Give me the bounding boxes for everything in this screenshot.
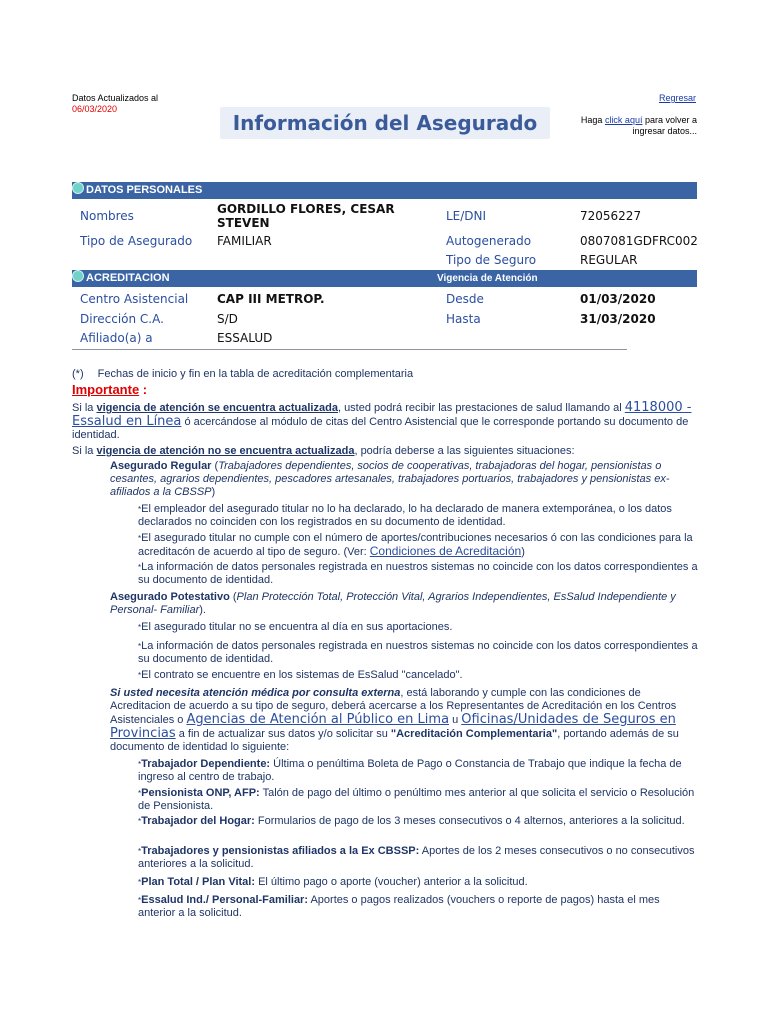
- paragraph-3: [72, 687, 698, 754]
- asterisk-mark: (*): [72, 368, 84, 380]
- fechas-text: Fechas de inicio y fin en la tabla de acreditación complementaria: [97, 368, 414, 380]
- p3-text-b: , está laborando y cumple con las condiciones de Acreditacion de acuerdo a su tipo de seguro, deberá acercarse a los Representantes de Acreditación en los Centros Asistenciales o: [110, 687, 677, 726]
- bullet-mark: *: [138, 534, 142, 543]
- regular-item-1: [72, 503, 698, 529]
- paragraph-2: [72, 445, 698, 458]
- requirement-3: [72, 815, 698, 828]
- acreditacion-section-title: ACREDITACION: [86, 272, 170, 284]
- requirement-text: El último pago o aporte (voucher) anterior a la solicitud.: [255, 876, 528, 888]
- bullet-mark: *: [138, 671, 142, 680]
- autogenerado-label: Autogenerado: [446, 234, 532, 248]
- direccion-label: Dirección C.A.: [80, 312, 164, 326]
- potestativo-title: Asegurado Potestativo: [110, 591, 230, 603]
- regular-item-text: El empleador del asegurado titular no lo ha declarado, lo ha declarado de manera extemporánea, o los datos declarados no coinciden con los registrados en su documento de identidad.: [138, 503, 672, 528]
- regular-item-2: [72, 532, 698, 559]
- afiliado-label: Afiliado(a) a: [80, 331, 153, 345]
- requirement-6: [72, 894, 698, 920]
- bullet-mark: *: [138, 896, 142, 905]
- personal-section-header: [72, 182, 697, 199]
- updated-info: [72, 93, 158, 115]
- bullet-mark: *: [138, 505, 142, 514]
- updated-date: 06/03/2020: [72, 104, 118, 114]
- potestativo-desc: Plan Protección Total, Protección Vital, Agrarios Independientes, EsSalud Independiente y Personal- Familiar: [110, 591, 676, 616]
- reenter-prefix: Haga: [580, 115, 605, 125]
- condiciones-acreditacion-link[interactable]: Condiciones de Acreditación: [369, 544, 522, 558]
- reenter-suffix: para volver a ingresar datos...: [632, 115, 697, 136]
- essalud-en-linea-link[interactable]: 4118000 - Essalud en Línea: [72, 400, 692, 429]
- updated-label: Datos Actualizados al: [72, 93, 159, 103]
- back-link[interactable]: Regresar: [658, 93, 696, 103]
- p1-text-c: , usted podrá recibir las prestaciones de salud llamando al: [337, 402, 625, 414]
- p1-text-b: vigencia de atención se encuentra actualizada: [96, 402, 338, 414]
- requirement-title: Essalud Ind./ Personal-Familiar:: [141, 894, 309, 906]
- oficinas-provincias-link[interactable]: Oficinas/Unidades de Seguros en Provincias: [110, 712, 676, 741]
- p2-text-c: , podría deberse a las siguientes situaciones:: [354, 445, 575, 457]
- paragraph-1: [72, 401, 698, 442]
- bullet-mark: *: [138, 789, 142, 798]
- hasta-value: 31/03/2020: [580, 312, 656, 326]
- regular-item-text: El asegurado titular no cumple con el número de aportes/contribuciones necesarios ó con las condiciones para la acreditacón de acuerdo al tipo de seguro.: [138, 532, 693, 558]
- vigencia-title: Vigencia de Atención: [437, 273, 538, 284]
- reenter-link[interactable]: click aquí: [604, 115, 643, 125]
- tipo-asegurado-value: FAMILIAR: [217, 234, 272, 248]
- p3-text-e: , portando además de su documento de identidad lo siguiente:: [110, 728, 679, 753]
- section-bullet-icon: [72, 270, 84, 282]
- potestativo-block: Asegurado Potestativo (Plan Protección Total, Protección Vital, Agrarios Independientes, EsSalud Independiente y Personal- Familiar).: [110, 591, 676, 616]
- regular-block: Asegurado Regular (Trabajadores dependientes, socios de cooperativas, trabajadoras del hogar, pensionistas o cesantes, agrarios dependientes, pescadores artesanales, trabajadores portuarios, trabajadores y pensionistas ex-afiliados a la CBSSP): [110, 460, 670, 498]
- requirement-1: [72, 758, 698, 784]
- tipo-seguro-value: REGULAR: [580, 253, 638, 267]
- requirement-text: Talón de pago del último o penúltimo mes anterior al que solicita el servicio o Resolución de Pensionista.: [138, 787, 695, 812]
- bullet-mark: *: [138, 623, 142, 632]
- bullet-mark: *: [138, 817, 142, 826]
- requirement-title: Trabajadores y pensionistas afiliados a la Ex CBSSP:: [141, 845, 420, 857]
- requirement-title: Trabajador del Hogar:: [141, 815, 255, 827]
- bullet-mark: *: [138, 847, 142, 856]
- dni-value: 72056227: [580, 209, 642, 223]
- requirement-title: Trabajador Dependiente:: [141, 758, 271, 770]
- hasta-label: Hasta: [446, 312, 481, 326]
- nombres-label: Nombres: [80, 209, 134, 223]
- centro-label: Centro Asistencial: [80, 292, 189, 306]
- p1-text-a: Si la: [72, 402, 97, 414]
- bullet-mark: *: [138, 878, 142, 887]
- nombres-value: GORDILLO FLORES, CESAR STEVEN: [217, 202, 395, 230]
- p3-text-a: Si usted necesita atención médica por consulta externa: [110, 687, 401, 699]
- potestativo-item-text: El contrato se encuentre en los sistemas de EsSalud "cancelado".: [141, 669, 463, 681]
- importante-colon: :: [139, 382, 148, 397]
- bullet-mark: *: [138, 642, 142, 651]
- potestativo-item-2: [72, 640, 698, 666]
- desde-value: 01/03/2020: [580, 292, 656, 306]
- requirement-text: Aportes de los 2 meses consecutivos o no consecutivos anteriores a la solicitud.: [138, 845, 695, 870]
- bullet-mark: *: [138, 563, 142, 572]
- fechas-note: [72, 368, 698, 381]
- personal-section-title: DATOS PERSONALES: [86, 184, 203, 196]
- p1-text-d: ó acercándose al módulo de citas del Centro Asistencial que le corresponde portando su documento de identidad.: [72, 416, 689, 441]
- potestativo-item-text: El asegurado titular no se encuentra al día en sus aportaciones.: [141, 621, 453, 633]
- tipo-seguro-label: Tipo de Seguro: [446, 253, 537, 267]
- desde-label: Desde: [446, 292, 484, 306]
- potestativo-item-3: [72, 669, 698, 682]
- requirement-title: Plan Total / Plan Vital:: [141, 876, 256, 888]
- p2-text-a: Si la: [72, 445, 97, 457]
- requirement-text: Aportes o pagos realizados (vouchers o reporte de pagos) hasta el mes anterior a la solicitud.: [138, 894, 660, 919]
- regular-item-text: La información de datos personales registrada en nuestros sistemas no coincide con los datos correspondientes a su documento de identidad.: [138, 561, 698, 586]
- centro-value: CAP III METROP.: [217, 292, 325, 306]
- acreditacion-section-header: [72, 270, 697, 287]
- reenter-note: [560, 115, 697, 137]
- p3-text-d: "Acreditación Complementaria": [390, 728, 558, 740]
- ver-suffix: ): [521, 546, 525, 558]
- potestativo-item-text: La información de datos personales registrada en nuestros sistemas no coincide con los datos correspondientes a su documento de identidad.: [138, 640, 698, 665]
- page-title: Información del Asegurado: [220, 107, 550, 139]
- importante-label: Importante: [72, 382, 140, 397]
- regular-desc: Trabajadores dependientes, socios de cooperativas, trabajadoras del hogar, pensionistas o cesantes, agrarios dependientes, pescadores artesanales, trabajadores portuarios, trabajadores y pensionistas ex-afiliados a la CBSSP: [110, 460, 670, 498]
- ver-prefix: (Ver:: [340, 546, 370, 558]
- section-divider: [72, 349, 627, 350]
- requirement-4: [72, 845, 698, 871]
- autogenerado-value: 0807081GDFRC002: [580, 234, 698, 248]
- afiliado-value: ESSALUD: [217, 331, 273, 345]
- potestativo-item-1: [72, 621, 698, 634]
- agencias-lima-link[interactable]: Agencias de Atención al Público en Lima: [186, 712, 450, 727]
- requirement-5: [72, 876, 698, 889]
- direccion-value: S/D: [217, 312, 238, 326]
- p3-text-c: a fin de actualizar sus datos y/o solicitar su: [175, 728, 391, 740]
- p2-text-b: vigencia de atención no se encuentra actualizada: [96, 445, 355, 457]
- section-bullet-icon: [72, 182, 84, 194]
- requirement-text: Última o penúltima Boleta de Pago o Constancia de Trabajo que indique la fecha de ingreso al centro de trabajo.: [138, 758, 682, 783]
- regular-item-3: [72, 561, 698, 587]
- p3-text-u: u: [449, 714, 462, 726]
- bullet-mark: *: [138, 760, 142, 769]
- requirement-title: Pensionista ONP, AFP:: [141, 787, 260, 799]
- dni-label: LE/DNI: [446, 209, 487, 223]
- requirement-text: Formularios de pago de los 3 meses consecutivos o 4 alternos, anteriores a la solicitud.: [254, 815, 685, 827]
- tipo-asegurado-label: Tipo de Asegurado: [80, 234, 193, 248]
- regular-title: Asegurado Regular: [110, 460, 212, 472]
- requirement-2: [72, 787, 698, 813]
- importante-heading: [72, 383, 698, 398]
